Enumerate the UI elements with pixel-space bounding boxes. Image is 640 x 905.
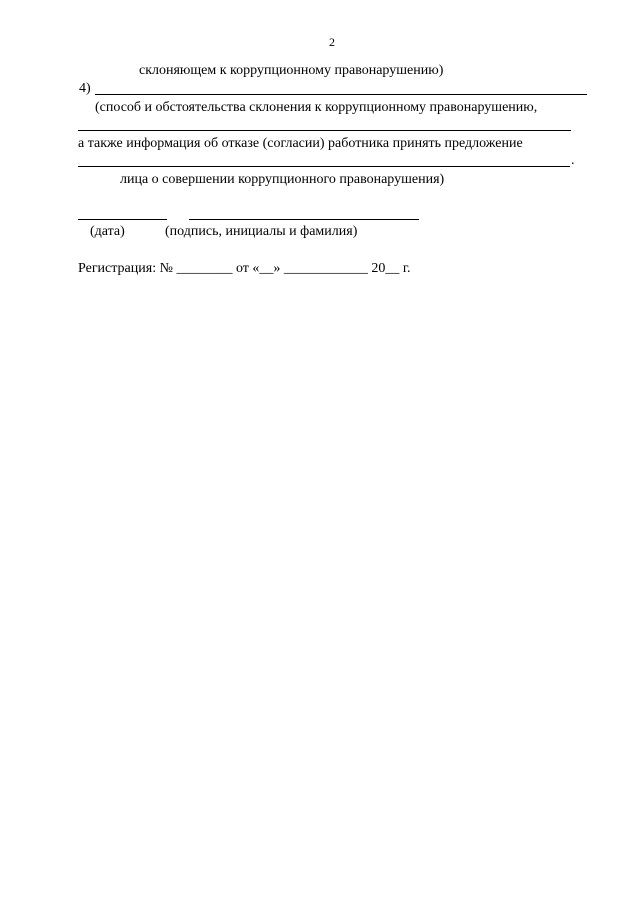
page-number: 2 [329, 35, 335, 49]
fill-line-2 [78, 130, 571, 131]
registration-line: Регистрация: № ________ от «__» ____________ 20__ г. [78, 261, 411, 276]
statement-line-1: склоняющем к коррупционному правонарушению) [139, 63, 444, 78]
date-label: (дата) [90, 224, 125, 239]
signature-label: (подпись, инициалы и фамилия) [165, 224, 358, 239]
statement-line-3: а также информация об отказе (согласии) работника принять предложение [78, 136, 523, 151]
date-line [78, 219, 167, 220]
statement-line-2: (способ и обстоятельства склонения к коррупционному правонарушению, [95, 100, 538, 115]
item-number: 4) [79, 81, 91, 96]
fill-line-item-4 [95, 94, 587, 95]
signature-line [189, 219, 419, 220]
statement-line-4: лица о совершении коррупционного правонарушения) [120, 172, 445, 187]
fill-line-3 [78, 166, 570, 167]
fill-line-3-period: . [571, 153, 575, 168]
